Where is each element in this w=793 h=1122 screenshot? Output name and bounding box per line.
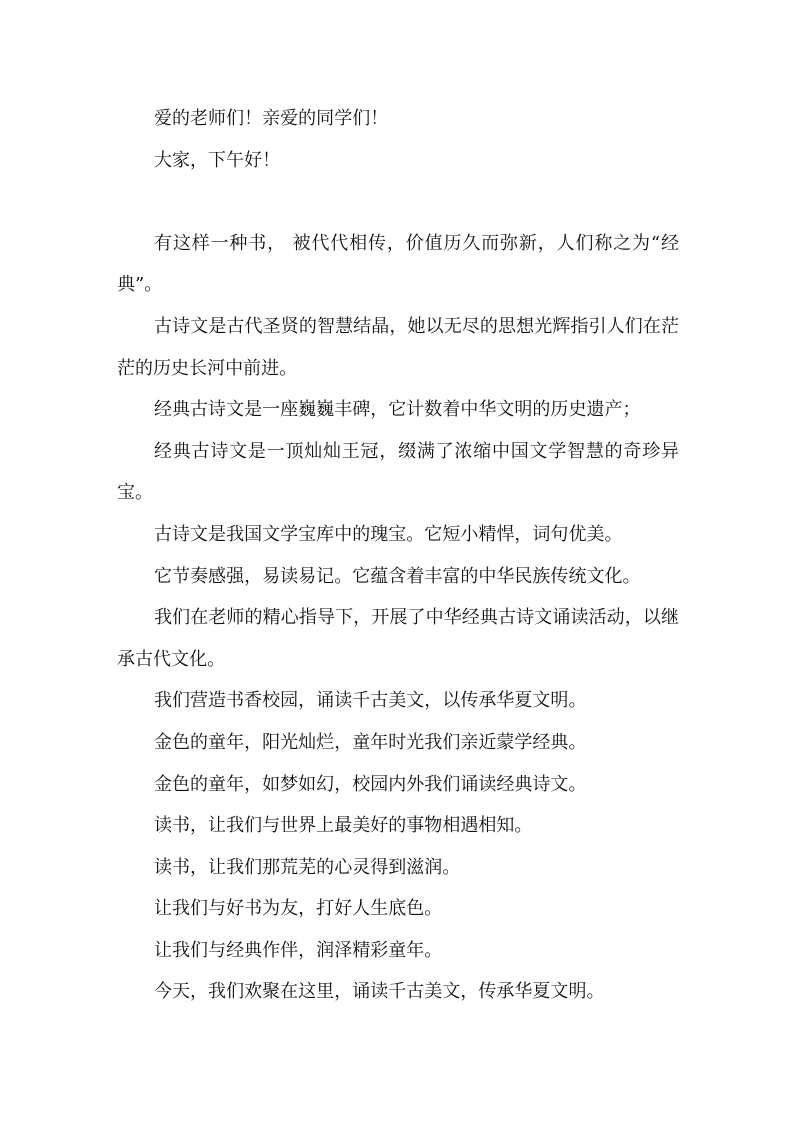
- paragraph: 经典古诗文是一顶灿灿王冠，缀满了浓缩中国文学智慧的奇珍异宝。: [117, 440, 679, 504]
- paragraph: 我们营造书香校园，诵读千古美文，以传承华夏文明。: [154, 690, 587, 712]
- paragraph: 经典古诗文是一座巍巍丰碑，它计数着中华文明的历史遗产；: [154, 399, 641, 421]
- paragraph: 我们在老师的精心指导下，开展了中华经典古诗文诵读活动，以继承古代文化。: [117, 607, 679, 670]
- paragraph: 古诗文是古代圣贤的智慧结晶，她以无尽的思想光辉指引人们在茫茫的历史长河中前进。: [117, 315, 679, 379]
- paragraph: 古诗文是我国文学宝库中的瑰宝。它短小精悍，词句优美。: [154, 523, 623, 545]
- document-body: [117, 98, 679, 1013]
- paragraph: 它节奏感强，易读易记。它蕴含着丰富的中华民族传统文化。: [154, 565, 641, 587]
- paragraph: 金色的童年，如梦如幻，校园内外我们诵读经典诗文。: [154, 773, 587, 795]
- paragraph: 读书，让我们那荒芜的心灵得到滋润。: [154, 856, 461, 878]
- paragraph: 读书，让我们与世界上最美好的事物相遇相知。: [154, 815, 533, 837]
- blank-line: [117, 181, 679, 223]
- paragraph: 今天，我们欢聚在这里，诵读千古美文，传承华夏文明。: [154, 981, 605, 1003]
- paragraph: 有这样一种书， 被代代相传，价值历久而弥新，人们称之为“经典”。: [117, 232, 679, 296]
- paragraph: 让我们与好书为友，打好人生底色。: [154, 898, 443, 920]
- paragraph: 让我们与经典作伴，润泽精彩童年。: [154, 939, 443, 961]
- greeting-line: 大家，下午好！: [154, 149, 281, 171]
- paragraph: 金色的童年，阳光灿烂，童年时光我们亲近蒙学经典。: [154, 731, 587, 753]
- greeting-line: 爱的老师们！亲爱的同学们！: [154, 108, 389, 129]
